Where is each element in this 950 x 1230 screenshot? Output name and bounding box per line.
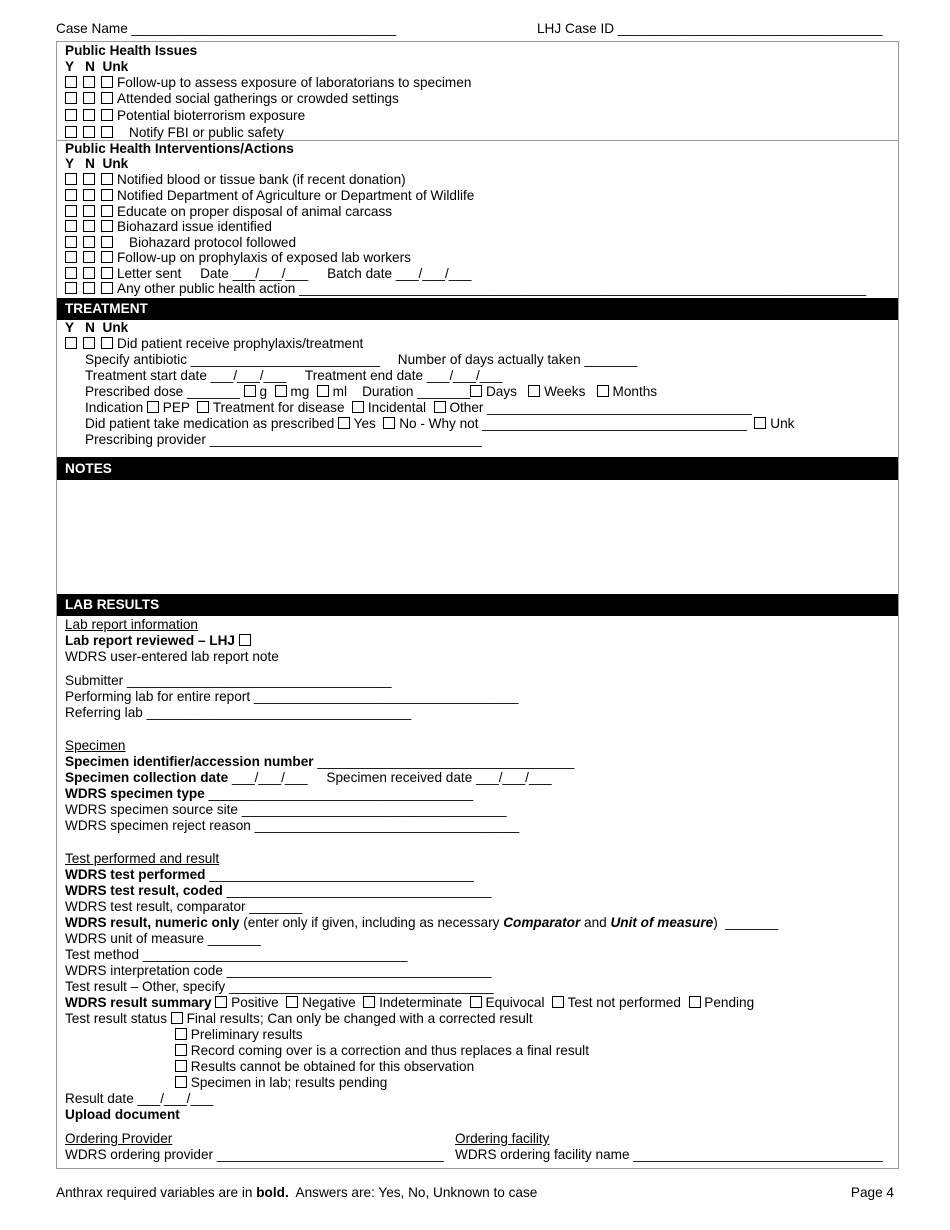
positive-checkbox[interactable] <box>215 996 227 1008</box>
no-checkbox[interactable] <box>83 126 95 138</box>
pep-checkbox[interactable] <box>147 401 159 413</box>
ordering-provider-field[interactable]: WDRS ordering provider ______________________________ <box>65 1147 444 1162</box>
no-checkbox[interactable] <box>83 282 95 294</box>
lab-results-section-header: LAB RESULTS <box>57 594 898 616</box>
unk-checkbox[interactable] <box>101 220 113 232</box>
treatment-for-disease-checkbox[interactable] <box>197 401 209 413</box>
ordering-facility-heading: Ordering facility <box>455 1131 550 1146</box>
result-status-row: Results cannot be obtained for this observation <box>175 1059 474 1075</box>
lab-reviewed-row: Lab report reviewed – LHJ <box>65 633 251 649</box>
yes-checkbox[interactable] <box>65 76 77 88</box>
specimen-id-field[interactable]: Specimen identifier/accession number __________________________________ <box>65 754 575 769</box>
days-checkbox[interactable] <box>470 385 482 397</box>
page-footer <box>56 1185 894 1202</box>
treatment-dates-field[interactable]: Treatment start date ___/___/___ Treatment end date ___/___/___ <box>85 368 503 383</box>
unit-ml-checkbox[interactable] <box>317 385 329 397</box>
specimen-dates-field[interactable]: Specimen collection date ___/___/___ Specimen received date ___/___/___ <box>65 770 552 785</box>
unit-g-checkbox[interactable] <box>244 385 256 397</box>
test-heading: Test performed and result <box>65 851 220 866</box>
yes-checkbox[interactable] <box>65 220 77 232</box>
pending-checkbox[interactable] <box>689 996 701 1008</box>
footer-note: Anthrax required variables are in bold. Answers are: Yes, No, Unknown to case <box>56 1185 538 1200</box>
days-taken-field[interactable]: Number of days actually taken _______ <box>397 352 638 367</box>
no-checkbox[interactable] <box>83 205 95 217</box>
months-checkbox[interactable] <box>597 385 609 397</box>
as-prescribed-unk-checkbox[interactable] <box>754 417 766 429</box>
ph-issue-row: Potential bioterrorism exposure <box>65 108 305 124</box>
unk-checkbox[interactable] <box>101 173 113 185</box>
other-specify-field[interactable]: Test result – Other, specify ___________________________________ <box>65 979 494 994</box>
test-not-performed-checkbox[interactable] <box>552 996 564 1008</box>
page-number: Page 4 <box>850 1185 894 1200</box>
status-correction-checkbox[interactable] <box>175 1044 187 1056</box>
yes-checkbox[interactable] <box>65 173 77 185</box>
referring-lab-field[interactable]: Referring lab ___________________________________ <box>65 705 412 720</box>
unit-measure-field[interactable]: WDRS unit of measure _______ <box>65 931 261 946</box>
yes-checkbox[interactable] <box>65 126 77 138</box>
as-prescribed-row: Did patient take medication as prescribed Yes No - Why not ___________________________________ Unk <box>85 416 795 431</box>
ph-action-row: Biohazard issue identified <box>65 219 272 235</box>
yes-checkbox[interactable] <box>65 189 77 201</box>
yes-checkbox[interactable] <box>65 92 77 104</box>
test-performed-field[interactable]: WDRS test performed ___________________________________ <box>65 867 474 882</box>
unk-checkbox[interactable] <box>101 189 113 201</box>
status-pending-checkbox[interactable] <box>175 1076 187 1088</box>
ph-issue-row: Attended social gatherings or crowded settings <box>65 91 399 107</box>
unk-checkbox[interactable] <box>101 282 113 294</box>
unk-checkbox[interactable] <box>101 251 113 263</box>
indication-row: Indication PEP Treatment for disease Incidental Other ___________________________________ <box>85 400 752 415</box>
ordering-facility-field[interactable]: WDRS ordering facility name _________________________________ <box>455 1147 883 1162</box>
specify-antibiotic-field[interactable]: Specify antibiotic _________________________ <box>85 352 380 367</box>
comparator-field[interactable]: WDRS test result, comparator _______ <box>65 899 303 914</box>
result-summary-row: WDRS result summary Positive Negative Indeterminate Equivocal Test not performed Pending <box>65 995 755 1010</box>
ph-action-row: Letter sent Date ___/___/___ Batch date ___/___/___ <box>65 266 471 282</box>
ph-action-row: Notified blood or tissue bank (if recent donation) <box>65 172 406 188</box>
unk-checkbox[interactable] <box>101 236 113 248</box>
result-status-row: Test result status Final results; Can only be changed with a corrected result <box>65 1011 533 1026</box>
ph-action-row: Any other public health action ___________________________________________________________________________ <box>65 281 866 297</box>
result-status-row: Record coming over is a correction and thus replaces a final result <box>175 1043 589 1059</box>
ph-issue-row: Follow-up to assess exposure of laboratorians to specimen <box>65 75 471 91</box>
unk-checkbox[interactable] <box>101 92 113 104</box>
interpretation-field[interactable]: WDRS interpretation code ___________________________________ <box>65 963 492 978</box>
unk-checkbox[interactable] <box>101 337 113 349</box>
specimen-source-field[interactable]: WDRS specimen source site ___________________________________ <box>65 802 507 817</box>
ph-action-row: Follow-up on prophylaxis of exposed lab workers <box>65 250 411 266</box>
yes-checkbox[interactable] <box>65 236 77 248</box>
negative-checkbox[interactable] <box>286 996 298 1008</box>
test-method-field[interactable]: Test method ___________________________________ <box>65 947 408 962</box>
form-frame <box>56 41 899 1169</box>
yes-checkbox[interactable] <box>65 205 77 217</box>
submitter-field[interactable]: Submitter ___________________________________ <box>65 673 392 688</box>
case-name-field[interactable]: Case Name ___________________________________ <box>56 21 397 36</box>
treatment-ynu: Y N Unk <box>65 320 129 335</box>
status-final-checkbox[interactable] <box>171 1012 183 1024</box>
prescribed-dose-field[interactable]: Prescribed dose _______ <box>85 384 240 399</box>
test-coded-field[interactable]: WDRS test result, coded ___________________________________ <box>65 883 492 898</box>
unk-checkbox[interactable] <box>101 267 113 279</box>
no-checkbox[interactable] <box>83 236 95 248</box>
no-checkbox[interactable] <box>83 220 95 232</box>
no-checkbox[interactable] <box>83 173 95 185</box>
no-checkbox[interactable] <box>83 267 95 279</box>
yes-checkbox[interactable] <box>65 337 77 349</box>
result-status-row: Specimen in lab; results pending <box>175 1075 387 1091</box>
ordering-provider-heading: Ordering Provider <box>65 1131 173 1146</box>
duration-field[interactable]: Duration _______ <box>362 384 471 399</box>
result-date-field[interactable]: Result date ___/___/___ <box>65 1091 214 1106</box>
yes-checkbox[interactable] <box>65 267 77 279</box>
notes-section-header: NOTES <box>57 457 898 480</box>
status-preliminary-checkbox[interactable] <box>175 1028 187 1040</box>
as-prescribed-yes-checkbox[interactable] <box>338 417 350 429</box>
yes-checkbox[interactable] <box>65 282 77 294</box>
no-checkbox[interactable] <box>83 76 95 88</box>
prescribing-provider-field[interactable]: Prescribing provider ____________________________________ <box>85 432 482 447</box>
antibiotic-row <box>85 352 637 368</box>
no-checkbox[interactable] <box>83 337 95 349</box>
unk-checkbox[interactable] <box>101 109 113 121</box>
indeterminate-checkbox[interactable] <box>363 996 375 1008</box>
weeks-checkbox[interactable] <box>528 385 540 397</box>
ph-action-row: Biohazard protocol followed <box>65 235 296 251</box>
yes-checkbox[interactable] <box>65 109 77 121</box>
as-prescribed-no-checkbox[interactable] <box>383 417 395 429</box>
ph-issues-title: Public Health Issues <box>65 43 198 58</box>
unk-checkbox[interactable] <box>101 76 113 88</box>
lab-report-info-heading: Lab report information <box>65 617 198 632</box>
page-header <box>56 21 894 38</box>
notes-area[interactable] <box>57 480 898 594</box>
yes-checkbox[interactable] <box>65 251 77 263</box>
unk-checkbox[interactable] <box>101 126 113 138</box>
lab-reviewed-checkbox[interactable] <box>239 634 251 646</box>
treatment-received-row: Did patient receive prophylaxis/treatment <box>65 336 363 352</box>
ph-action-row: Notified Department of Agriculture or Department of Wildlife <box>65 188 474 204</box>
unk-checkbox[interactable] <box>101 205 113 217</box>
unit-mg-checkbox[interactable] <box>275 385 287 397</box>
no-checkbox[interactable] <box>83 109 95 121</box>
result-status-row: Preliminary results <box>175 1027 303 1043</box>
no-checkbox[interactable] <box>83 251 95 263</box>
status-cannot-obtain-checkbox[interactable] <box>175 1060 187 1072</box>
incidental-checkbox[interactable] <box>352 401 364 413</box>
specimen-reject-field[interactable]: WDRS specimen reject reason ___________________________________ <box>65 818 520 833</box>
ph-issue-row: Notify FBI or public safety <box>65 125 284 141</box>
equivocal-checkbox[interactable] <box>470 996 482 1008</box>
ph-actions-ynu: Y N Unk <box>65 156 129 171</box>
dose-row: Prescribed dose _______ g mg ml Duration _______ Days Weeks Months <box>85 384 658 399</box>
other-checkbox[interactable] <box>434 401 446 413</box>
upload-document[interactable]: Upload document <box>65 1107 180 1122</box>
numeric-result-field[interactable]: WDRS result, numeric only (enter only if given, including as necessary Comparator and Unit of measure) _______ <box>65 915 779 930</box>
ph-action-row: Educate on proper disposal of animal carcass <box>65 204 392 220</box>
specimen-type-field[interactable]: WDRS specimen type ___________________________________ <box>65 786 474 801</box>
no-checkbox[interactable] <box>83 92 95 104</box>
ph-actions-title: Public Health Interventions/Actions <box>65 141 294 156</box>
specimen-heading: Specimen <box>65 738 126 753</box>
no-checkbox[interactable] <box>83 189 95 201</box>
treatment-section-header: TREATMENT <box>57 298 898 320</box>
lab-report-note: WDRS user-entered lab report note <box>65 649 279 664</box>
lhj-case-id-field[interactable]: LHJ Case ID ___________________________________ <box>537 21 883 36</box>
performing-lab-field[interactable]: Performing lab for entire report ___________________________________ <box>65 689 519 704</box>
ph-issues-ynu: Y N Unk <box>65 59 129 74</box>
